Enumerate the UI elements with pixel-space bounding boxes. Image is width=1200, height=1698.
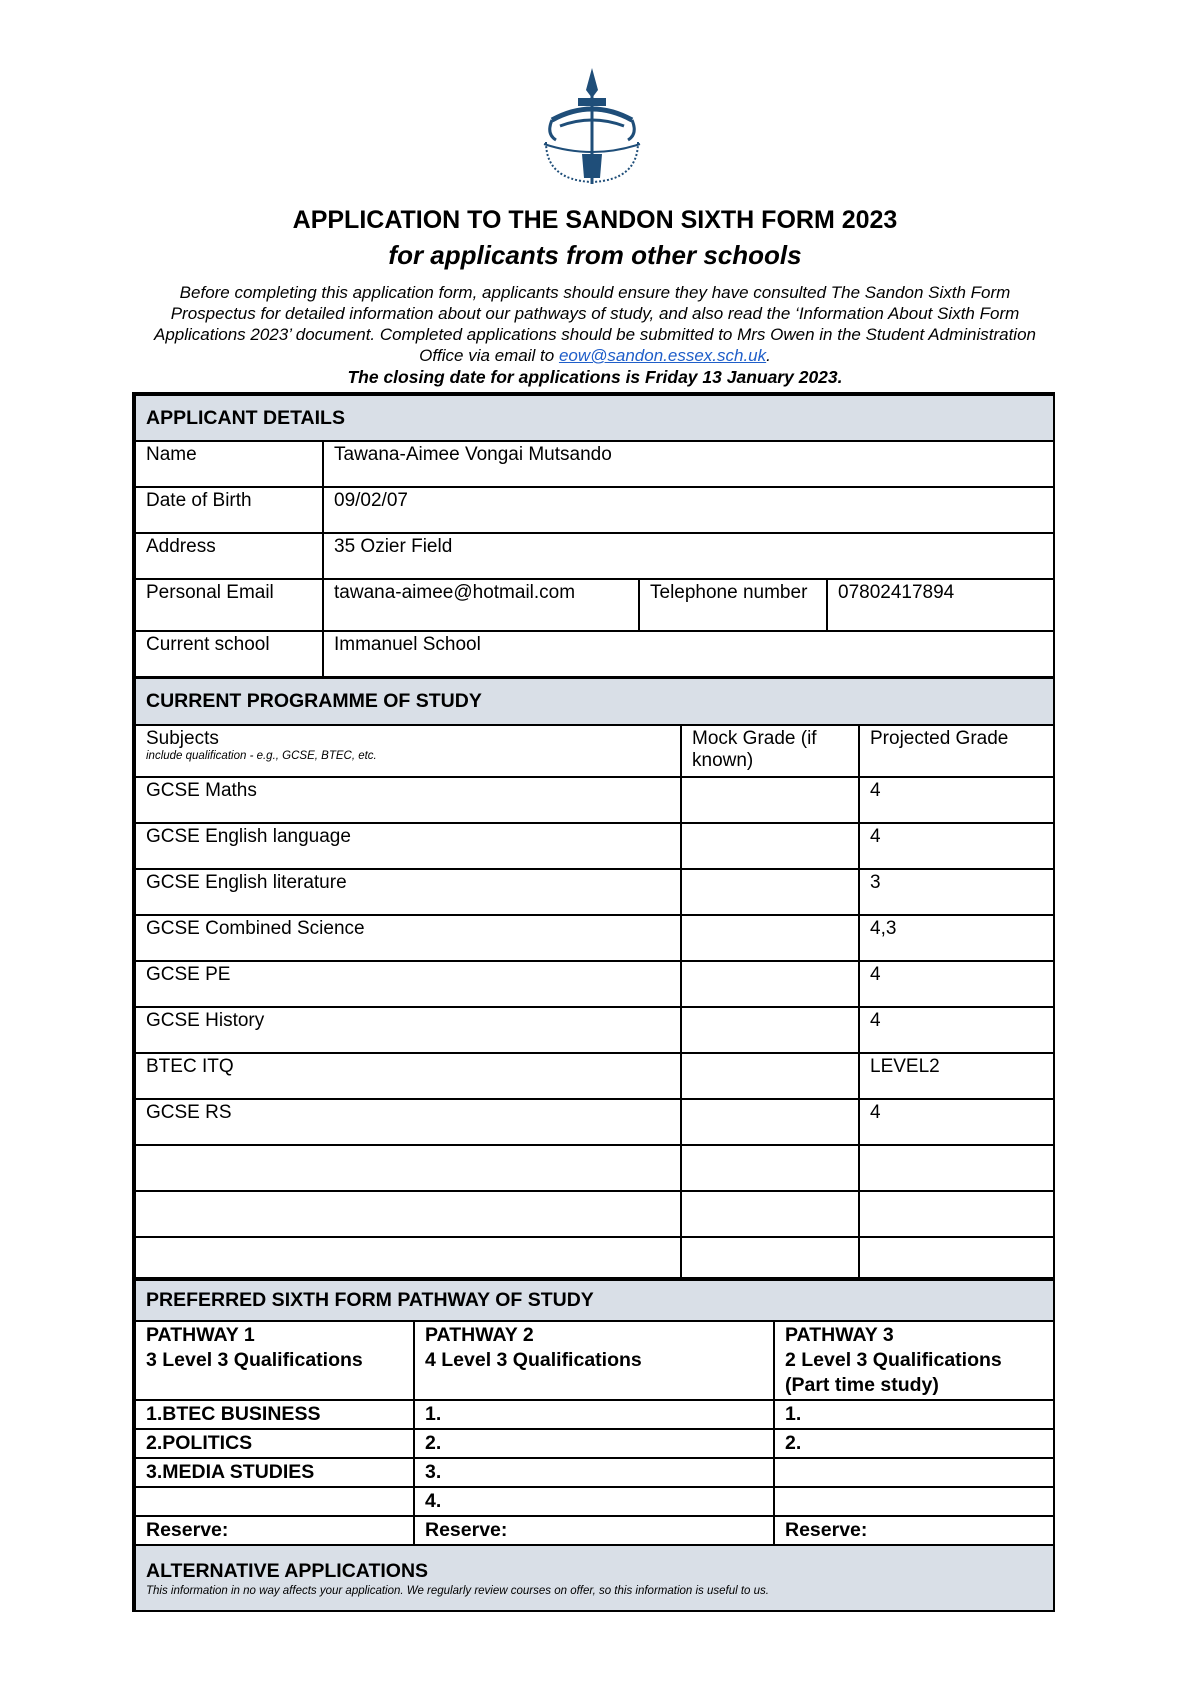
pathway-3-header — [774, 1321, 1054, 1400]
address-field[interactable]: 35 Ozier Field — [323, 533, 1054, 579]
subject-cell[interactable]: GCSE History — [135, 1007, 681, 1053]
mock-grade-cell[interactable] — [681, 1237, 859, 1278]
school-label: Current school — [135, 631, 323, 677]
pathway-2-choice[interactable]: 1. — [414, 1400, 774, 1429]
subject-cell[interactable]: GCSE RS — [135, 1099, 681, 1145]
address-label: Address — [135, 533, 323, 579]
pathway-1-choice[interactable]: 1.BTEC BUSINESS — [135, 1400, 414, 1429]
mock-grade-cell[interactable] — [681, 915, 859, 961]
alternative-applications-note: This information in no way affects your application. We regularly review courses on offer, so this information is useful to us. — [146, 1584, 769, 1597]
pathway-row — [135, 1458, 1054, 1487]
mock-grade-cell[interactable] — [681, 1191, 859, 1237]
pathway-2-header — [414, 1321, 774, 1400]
study-row — [135, 1099, 1054, 1145]
pathway-table — [134, 1279, 1055, 1558]
dob-label: Date of Birth — [135, 487, 323, 533]
projected-grade-cell[interactable]: 4 — [859, 777, 1054, 823]
subject-cell[interactable] — [135, 1191, 681, 1237]
mock-grade-column-header: Mock Grade (if known) — [681, 725, 859, 777]
pathway-2-reserve[interactable]: Reserve: — [414, 1516, 774, 1557]
projected-grade-cell[interactable] — [859, 1191, 1054, 1237]
study-row — [135, 1053, 1054, 1099]
pathway-1-title: PATHWAY 1 — [146, 1324, 255, 1346]
pathway-row — [135, 1429, 1054, 1458]
mock-grade-cell[interactable] — [681, 961, 859, 1007]
mock-grade-cell[interactable] — [681, 1145, 859, 1191]
pathway-3-choice[interactable] — [774, 1487, 1054, 1516]
pathway-1-header — [135, 1321, 414, 1400]
subject-cell[interactable]: GCSE Combined Science — [135, 915, 681, 961]
school-field[interactable]: Immanuel School — [323, 631, 1054, 677]
mock-grade-cell[interactable] — [681, 1099, 859, 1145]
alternative-applications-heading: ALTERNATIVE APPLICATIONS — [146, 1559, 429, 1582]
closing-date: The closing date for applications is Friday 13 January 2023. — [347, 367, 843, 387]
page-subtitle: for applicants from other schools — [388, 240, 802, 270]
projected-grade-cell[interactable] — [859, 1237, 1054, 1278]
pathway-2-choice[interactable]: 2. — [414, 1429, 774, 1458]
pathway-1-desc: 3 Level 3 Qualifications — [146, 1349, 363, 1371]
pathway-heading: PREFERRED SIXTH FORM PATHWAY OF STUDY — [135, 1280, 1054, 1321]
intro-text: Before completing this application form, applicants should ensure they have consulted The Sandon Sixth Form Prospectus for detailed information about our pathways of study, and also read the ‘Information About Sixth Form Applications 2023’ document. Completed applications should be submitted to Mrs Owen in the Student Administration Office via email to — [154, 283, 1036, 365]
intro-paragraph — [150, 282, 1040, 366]
pathway-rows — [135, 1400, 1054, 1516]
pathway-3-choice[interactable]: 1. — [774, 1400, 1054, 1429]
pathway-2-choice[interactable]: 4. — [414, 1487, 774, 1516]
name-field[interactable]: Tawana-Aimee Vongai Mutsando — [323, 441, 1054, 487]
subjects-label: Subjects — [146, 728, 219, 749]
mock-grade-cell[interactable] — [681, 777, 859, 823]
pathway-3-title: PATHWAY 3 — [785, 1324, 894, 1346]
pathway-2-choice[interactable]: 3. — [414, 1458, 774, 1487]
projected-grade-cell[interactable]: 4 — [859, 1007, 1054, 1053]
subject-cell[interactable]: BTEC ITQ — [135, 1053, 681, 1099]
study-row — [135, 823, 1054, 869]
subject-cell[interactable]: GCSE English literature — [135, 869, 681, 915]
subject-cell[interactable]: GCSE PE — [135, 961, 681, 1007]
page-title: APPLICATION TO THE SANDON SIXTH FORM 2023 — [292, 206, 898, 234]
applicant-details-heading: APPLICANT DETAILS — [135, 395, 1054, 441]
pathway-1-choice[interactable]: 2.POLITICS — [135, 1429, 414, 1458]
intro-end: . — [766, 346, 771, 365]
pathway-3-choice[interactable] — [774, 1458, 1054, 1487]
projected-grade-cell[interactable] — [859, 1145, 1054, 1191]
projected-grade-column-header: Projected Grade — [859, 725, 1054, 777]
mock-grade-cell[interactable] — [681, 823, 859, 869]
current-study-table — [134, 677, 1055, 1279]
subject-cell[interactable] — [135, 1237, 681, 1278]
alternative-applications-header — [135, 1545, 1054, 1611]
mock-grade-cell[interactable] — [681, 1053, 859, 1099]
projected-grade-cell[interactable]: 4 — [859, 1099, 1054, 1145]
pathway-row — [135, 1487, 1054, 1516]
pathway-1-choice[interactable]: 3.MEDIA STUDIES — [135, 1458, 414, 1487]
name-label: Name — [135, 441, 323, 487]
subject-cell[interactable]: GCSE English language — [135, 823, 681, 869]
pathway-row — [135, 1400, 1054, 1429]
phone-field[interactable]: 07802417894 — [827, 579, 1054, 631]
current-study-heading: CURRENT PROGRAMME OF STUDY — [135, 678, 1054, 725]
subjects-note: include qualification - e.g., GCSE, BTEC, etc. — [146, 750, 377, 762]
study-row — [135, 1191, 1054, 1237]
pathway-1-choice[interactable] — [135, 1487, 414, 1516]
alternative-applications-table — [134, 1544, 1055, 1612]
mock-grade-cell[interactable] — [681, 869, 859, 915]
study-row — [135, 1237, 1054, 1278]
study-rows — [135, 777, 1054, 1278]
projected-grade-cell[interactable]: 4 — [859, 823, 1054, 869]
email-link[interactable]: eow@sandon.essex.sch.uk — [558, 346, 767, 365]
study-row — [135, 1007, 1054, 1053]
study-row — [135, 777, 1054, 823]
mock-grade-cell[interactable] — [681, 1007, 859, 1053]
pathway-3-desc: 2 Level 3 Qualifications (Part time study) — [785, 1349, 1002, 1396]
pathway-2-title: PATHWAY 2 — [425, 1324, 534, 1346]
applicant-details-table — [134, 394, 1055, 678]
pathway-3-choice[interactable]: 2. — [774, 1429, 1054, 1458]
projected-grade-cell[interactable]: 4,3 — [859, 915, 1054, 961]
projected-grade-cell[interactable]: LEVEL2 — [859, 1053, 1054, 1099]
study-row — [135, 1145, 1054, 1191]
projected-grade-cell[interactable]: 4 — [859, 961, 1054, 1007]
subjects-column-header — [135, 725, 681, 777]
pathway-2-desc: 4 Level 3 Qualifications — [425, 1349, 642, 1371]
pathway-1-reserve[interactable]: Reserve: — [135, 1516, 414, 1557]
subject-cell[interactable]: GCSE Maths — [135, 777, 681, 823]
subject-cell[interactable] — [135, 1145, 681, 1191]
study-row — [135, 869, 1054, 915]
pathway-3-reserve[interactable]: Reserve: — [774, 1516, 1054, 1557]
email-field[interactable]: tawana-aimee@hotmail.com — [323, 579, 639, 631]
email-label: Personal Email — [135, 579, 323, 631]
study-row — [135, 961, 1054, 1007]
projected-grade-cell[interactable]: 3 — [859, 869, 1054, 915]
dob-field[interactable]: 09/02/07 — [323, 487, 1054, 533]
school-crest-logo — [522, 68, 662, 196]
study-row — [135, 915, 1054, 961]
phone-label: Telephone number — [639, 579, 827, 631]
